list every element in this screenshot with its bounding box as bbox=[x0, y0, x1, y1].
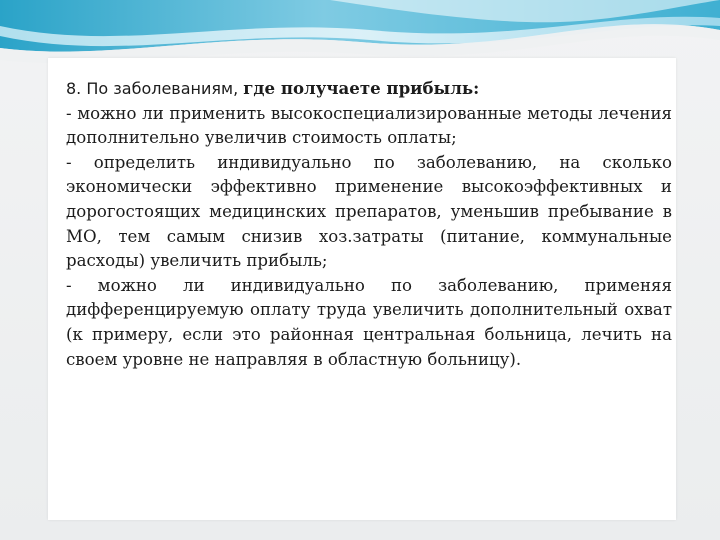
paragraph-1: - можно ли применить высокоспециализированные методы лечения дополнительно увеличив стоимость оплаты; bbox=[66, 103, 672, 148]
paragraph-3: - можно ли индивидуально по заболеванию, применяя дифференцируемую оплату труда увеличить дополнительный охват (к примеру, если это районная центральная больница, лечить на своем уровне не направляя в областную больницу). bbox=[66, 275, 672, 369]
slide-text bbox=[66, 76, 672, 372]
slide-heading bbox=[66, 76, 672, 102]
heading-bold: где получаете прибыль: bbox=[243, 78, 480, 98]
paragraph-2: - определить индивидуально по заболеванию, на сколько экономически эффективно применение высокоэффективных и дорогостоящих медицинских препаратов, уменьшив пребывание в МО, тем самым снизив хоз.затраты (питание, коммунальные расходы) увеличить прибыль; bbox=[66, 152, 672, 271]
heading-lead: 8. По заболеваниям, bbox=[66, 79, 244, 98]
